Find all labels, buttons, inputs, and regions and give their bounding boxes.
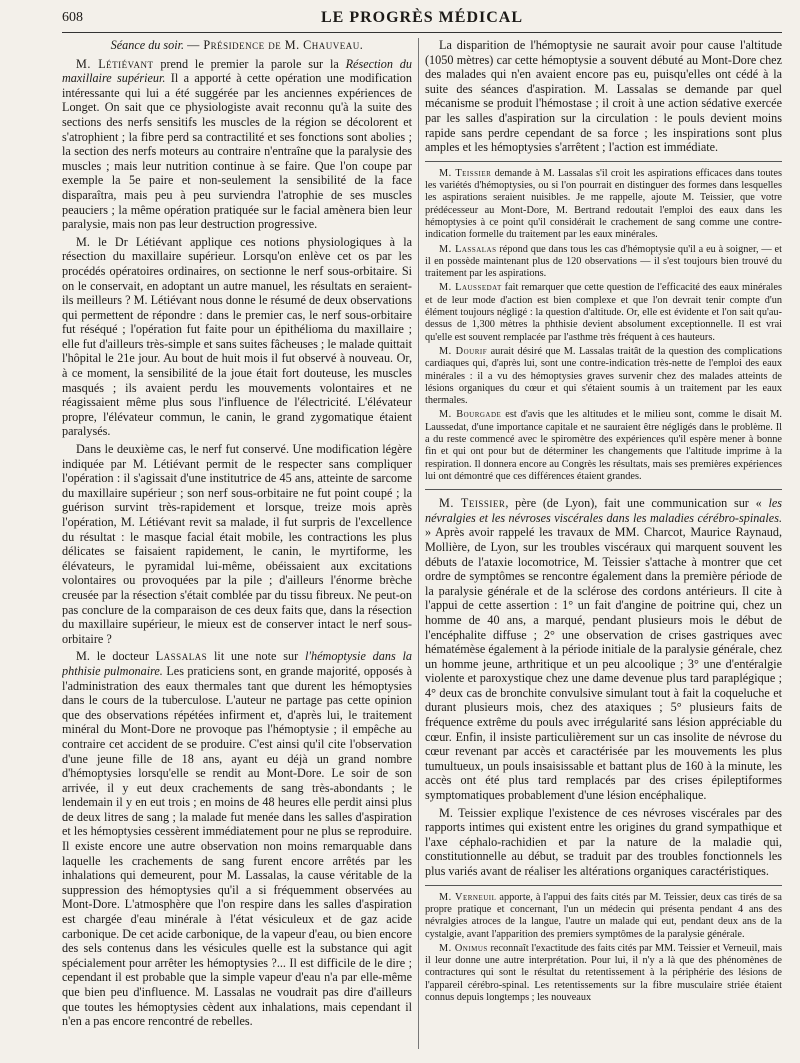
discussion-rule bbox=[425, 885, 782, 886]
paragraph-lassalas-cont: La disparition de l'hémoptysie ne saurait avoir pour cause l'altitude (1050 mètres) car cette hémoptysie a souvent débuté au Mont-Dore chez des malades qui n'en avaient encore pas eu, puisqu'elles ont cédé à la suite des séances d'aspiration. M. Lassalas se demande par quel mécanisme se produit l'hémostase ; il croit à une action sédative exercée par les salles d'aspiration sur la circulation : le pouls devient moins rapide sans perdre cependant de sa force ; les inspirations sont plus amples et les hémoptysies s'arrêtent ; l'action est immédiate. bbox=[425, 38, 782, 155]
header-rule bbox=[62, 32, 782, 33]
session-presidency: — Présidence de M. Chauveau. bbox=[187, 38, 364, 52]
running-head bbox=[62, 8, 782, 30]
session-heading bbox=[62, 38, 412, 53]
left-column bbox=[62, 38, 412, 1049]
paragraph-letievant-3: Dans le deuxième cas, le nerf fut conservé. Une modification légère indiquée par M. Létiévant permit de le respecter sans compliquer l'opération : il s'agissait d'une institutrice de 45 ans, atteinte de sarcome du maxillaire supérieur ; son nerf sous-orbitaire ne fut point coupé ; la guérison survint très-rapidement et lorsque, treize mois après l'opération, M. Létiévant revit sa malade, il fut surpris de l'excellence du résultat : le masque facial était mobile, les contractions les plus délicates se faisaient rapidement, le canin, le myrtiforme, les élévateurs, le pyramidal lui-même, obéissaient aux excitations volontaires ou provoquées par la pile ; d'ailleurs l'énorme brèche creusée par la résection s'était comblée par du tissu fibreux. Ne peut-on pas conclure de la comparaison de ces deux faits que, dans la résection du maxillaire supérieur, le mieux est de conserver intact le nerf sous-orbitaire ? bbox=[62, 442, 412, 646]
paragraph-lassalas: M. le docteur Lassalas lit une note sur l'hémoptysie dans la phthisie pulmonaire. Les praticiens sont, en grande majorité, opposés à l'administration des eaux thermales tant que durent les hémoptysies dans le cours de la tuberculose. L'auteur ne partage pas cette opinion que des observations répétées infirment et, d'après lui, le traitement minéral du Mont-Dore ne provoque pas l'hémoptysie ; il empêche au contraire cet accident de se produire. C'est ainsi qu'il cite l'observation d'une jeune fille de 18 ans, ayant eu déjà un grand nombre d'hémoptysies lorsqu'elle se rendit au Mont-Dore. Le soir de son arrivée, il y eut deux crachements de sang très-abondants ; le lendemain il y en eut trois ; en moins de 48 heures elle perdit ainsi plus de deux litres de sang ; la malade fut menée dans les salles d'aspiration et les hémoptysies cessèrent immédiatement pour ne plus se reproduire. Il existe encore une autre observation non moins remarquable dans laquelle les crachements de sang furent encore arrêtés par les inhalations qui demeurent, pour M. Lassalas, la cause véritable de la suppression des hémoptysies qu'il a si fréquemment observées au Mont-Dore. L'atmosphère que l'on respire dans les salles d'aspiration est chargée d'eau minérale à l'état vésiculeux et de gaz acide carbonique. De cet acide carbonique, de la vapeur d'eau, ou bien encore des sels contenus dans les vésicules quelle est la substance qui agit spécialement pour arrêter les hémoptysies ?... Il est difficile de le dire ; cependant il est probable que la simple vapeur d'eau n'a par elle-même que bien peu d'influence. M. Lassalas ne voudrait pas dire d'ailleurs que toutes les hémoptysies cèdent aux inhalations, mais cependant il n'en a pas encore rencontré de rebelles. bbox=[62, 649, 412, 1029]
speaker-name: Lassalas bbox=[155, 649, 208, 664]
speaker-name: M. Laussedat bbox=[439, 282, 502, 294]
page-number: 608 bbox=[62, 10, 83, 25]
speaker-name: M. Dourif bbox=[439, 345, 488, 357]
paragraph-teissier-communication: M. Teissier, père (de Lyon), fait une communication sur « les névralgies et les névroses viscérales dans les maladies cérébro-spinales. » Après avoir rappelé les travaux de MM. Charcot, Maurice Raynaud, Mollière, de Lyon, sur les troubles viscéraux qui marquent souvent les débuts de l'ataxie locomotrice, M. Teissier s'attache à montrer que cet ordre de symptômes se rencontre également dans la première période de la paralysie générale et de la sclérose des cordons antérieurs. Il cite à l'appui de cette assertion : 1° un fait d'angine de poitrine qui, chez un homme de 40 ans, a marqué, pendant plusieurs mois le début de l'encéphalite diffuse ; 2° une observation de crises gastriques avec hématémèse également à la période initiale de la paralysie générale, chez un homme jeune, arthritique et un peu alcoolique ; 3° une d'entéralgie violente et paroxystique chez une dame devenue plus tard paraplégique ; 4° deux cas de bronchite convulsive simulant tout à fait la coqueluche et durant plusieurs mois, chez des ataxiques ; 5° plusieurs faits de fréquence extrême du pouls avec irrégularité sans lésion appréciable du cœur. Enfin, il insiste particulièrement sur un cas insolite de névrose du cœur revenant par accès et caractérisée par les mouvements les plus tumultueux, un pouls insaisissable et battant plus de 160 à la minute, les accès ont été plus tard remplacés par des crises épileptiformes symptomatiques probablement d'une lésion encéphalique. bbox=[425, 496, 782, 803]
speaker-name: M. Létiévant bbox=[76, 56, 154, 71]
speaker-name: M. Lassalas bbox=[439, 243, 497, 255]
discussion-onimus: M. Onimus reconnaît l'exactitude des faits cités par MM. Teissier et Verneuil, mais il leur donne une autre interprétation. Pour lui, il n'y a là que des phénomènes de contractures qui sont le résultat du retentissement à la périphérie des lésions de l'appareil cérébro-spinal. Les retentissements sur la fibre musculaire striée étaient connus depuis longtemps ; les nouveaux bbox=[425, 942, 782, 1003]
paragraph-letievant-1: M. Létiévant prend le premier la parole sur la Résection du maxillaire supérieur. Il a apporté à cette opération une modification intéressante qui lui a été suggérée par les anciennes expériences de Longet. On sait que ce physiologiste avait reconnu qu'à la suite des sections des nerfs sensitifs les muscles de la région se décolorent et s'atrophient ; la fibre perd sa contractilité et ses fonctions sont abolies ; la section des nerfs moteurs au contraire n'entraîne que la paralysie des muscles ; mais leur nutrition continue à se faire. Que l'on coupe par exemple la 5e paire et non-seulement la sensibilité de la face disparaîtra, mais peu à peu surviendra l'atrophie de ses muscles peauciers ; la même opération pratiquée sur le facial amènera bien leur paralysie, mais non pas leur destruction progressive. bbox=[62, 56, 412, 232]
discussion-rule bbox=[425, 161, 782, 162]
journal-title: LE PROGRÈS MÉDICAL bbox=[320, 9, 524, 26]
speaker-name: M. Teissier bbox=[439, 167, 492, 179]
discussion-rule bbox=[425, 489, 782, 490]
discussion-block-2 bbox=[425, 892, 782, 1005]
speaker-name: M. Teissier bbox=[439, 496, 506, 511]
topic-title: les névralgies et les névroses viscérales dans les maladies cérébro-spinales. bbox=[425, 496, 782, 525]
discussion-dourif: M. Dourif aurait désiré que M. Lassalas traitât de la question des complications cardiaques qui, d'après lui, sont une contre-indication très-nette de l'emploi des eaux minérales : il a vu des hémoptysies graves survenir chez des malades atteints de lésions organiques du cœur et qui s'étaient soumis à un traitement par les eaux thermales. bbox=[425, 345, 782, 407]
discussion-teissier: M. Teissier demande à M. Lassalas s'il croit les aspirations efficaces dans toutes les variétés d'hémoptysies, ou si l'on pourrait en distinguer des formes dans lesquelles les aspirations seraient nuisibles. Je me rappelle, ajoute M. Teissier, que votre prédécesseur au Mont-Dore, M. Bertrand redoutait l'emploi des eaux dans les hémoptysies à ce point qu'il considérait le crachement de sang comme une contre-indication formelle du traitement par les eaux minérales. bbox=[425, 167, 782, 241]
paragraph-teissier-explanation: M. Teissier explique l'existence de ces névroses viscérales par des rapports intimes qui existent entre les origines du grand sympathique et l'axe céphalo-rachidien et par la nature de la maladie qui, constitutionnelle au début, se traduit par des troubles fonctionnels les plus variés avant de réaliser les altérations organiques caractéristiques. bbox=[425, 805, 782, 879]
discussion-lassalas: M. Lassalas répond que dans tous les cas d'hémoptysie qu'il a eu à soigner, — et il en possède maintenant plus de 120 observations — il s'est toujours bien trouvé du traitement par les aspirations. bbox=[425, 243, 782, 280]
topic-title: l'hémoptysie dans la phthisie pulmonaire. bbox=[62, 649, 412, 678]
speaker-name: M. Onimus bbox=[439, 942, 488, 954]
speaker-name: M. Bourgade bbox=[439, 409, 502, 421]
discussion-laussedat: M. Laussedat fait remarquer que cette question de l'efficacité des eaux minérales et de leur mode d'action est bien complexe et que l'on devrait tenir compte d'un élément toujours négligé : la question d'altitude. Or, elle est évidente et l'on sait qu'au-dessus de 1,300 mètres la phthisie devient absolument exceptionnelle. Il est vrai qu'elle est souvent remplacée par l'asthme très fréquent à ces hauteurs. bbox=[425, 282, 782, 343]
discussion-verneuil: M. Verneuil apporte, à l'appui des faits cités par M. Teissier, deux cas tirés de sa propre pratique et concernant, l'un un médecin qui présenta pendant 4 ans des névralgies atroces de la langue, l'autre un malade qui eut, pendant deux ans de la cystalgie, avant l'apparition des premiers symptômes de la paralysie générale. bbox=[425, 891, 782, 940]
session-label: Séance du soir. bbox=[110, 38, 185, 52]
discussion-block bbox=[425, 168, 782, 483]
speaker-name: M. Verneuil bbox=[439, 891, 497, 903]
paragraph-letievant-2: M. le Dr Létiévant applique ces notions physiologiques à la résection du maxillaire supérieur. Lorsqu'on enlève cet os par les procédés opératoires ordinaires, on sectionne le nerf sous-orbitaire. Si on le conservait, en adoptant un autre manuel, les résultats en seraient-ils meilleurs ? M. Létiévant nous donne le résumé de deux observations qui permettent de répondre : dans le premier cas, le nerf sous-orbitaire fut réséqué ; l'opération fut faite pour un épithélioma du maxillaire ; elle fut d'ailleurs très-simple et sans suites fâcheuses ; le malade quittait l'hôpital le 21e jour. Au bout de huit mois il fut observé à nouveau. Or, à ce moment, la sensibilité de la joue était fort douteuse, les muscles masqués ; ils avaient perdu les mouvements volontaires et ne réagissaient même plus sous l'influence de l'électricité. L'élévateur propre, l'élévateur commun, le canin, le grand zygomatique étaient paralysés. bbox=[62, 234, 412, 439]
discussion-bourgade: M. Bourgade est d'avis que les altitudes et le milieu sont, comme le disait M. Laussedat, d'une importance capitale et ne sauraient être négligés dans le problème. Il a du reste commencé avec le spiromètre des expériences qu'il espère mener à bonne fin et qui ont pour but de déterminer les changements que l'altitude imprime à la respiration. Il donnera encore au Congrès les résultats, mais ses premières expériences lui ont démontré que ces différences étaient grandes. bbox=[425, 409, 782, 482]
column-divider bbox=[418, 38, 419, 1049]
right-column bbox=[425, 38, 782, 1049]
topic-title: Résection du maxillaire supérieur. bbox=[62, 56, 412, 86]
